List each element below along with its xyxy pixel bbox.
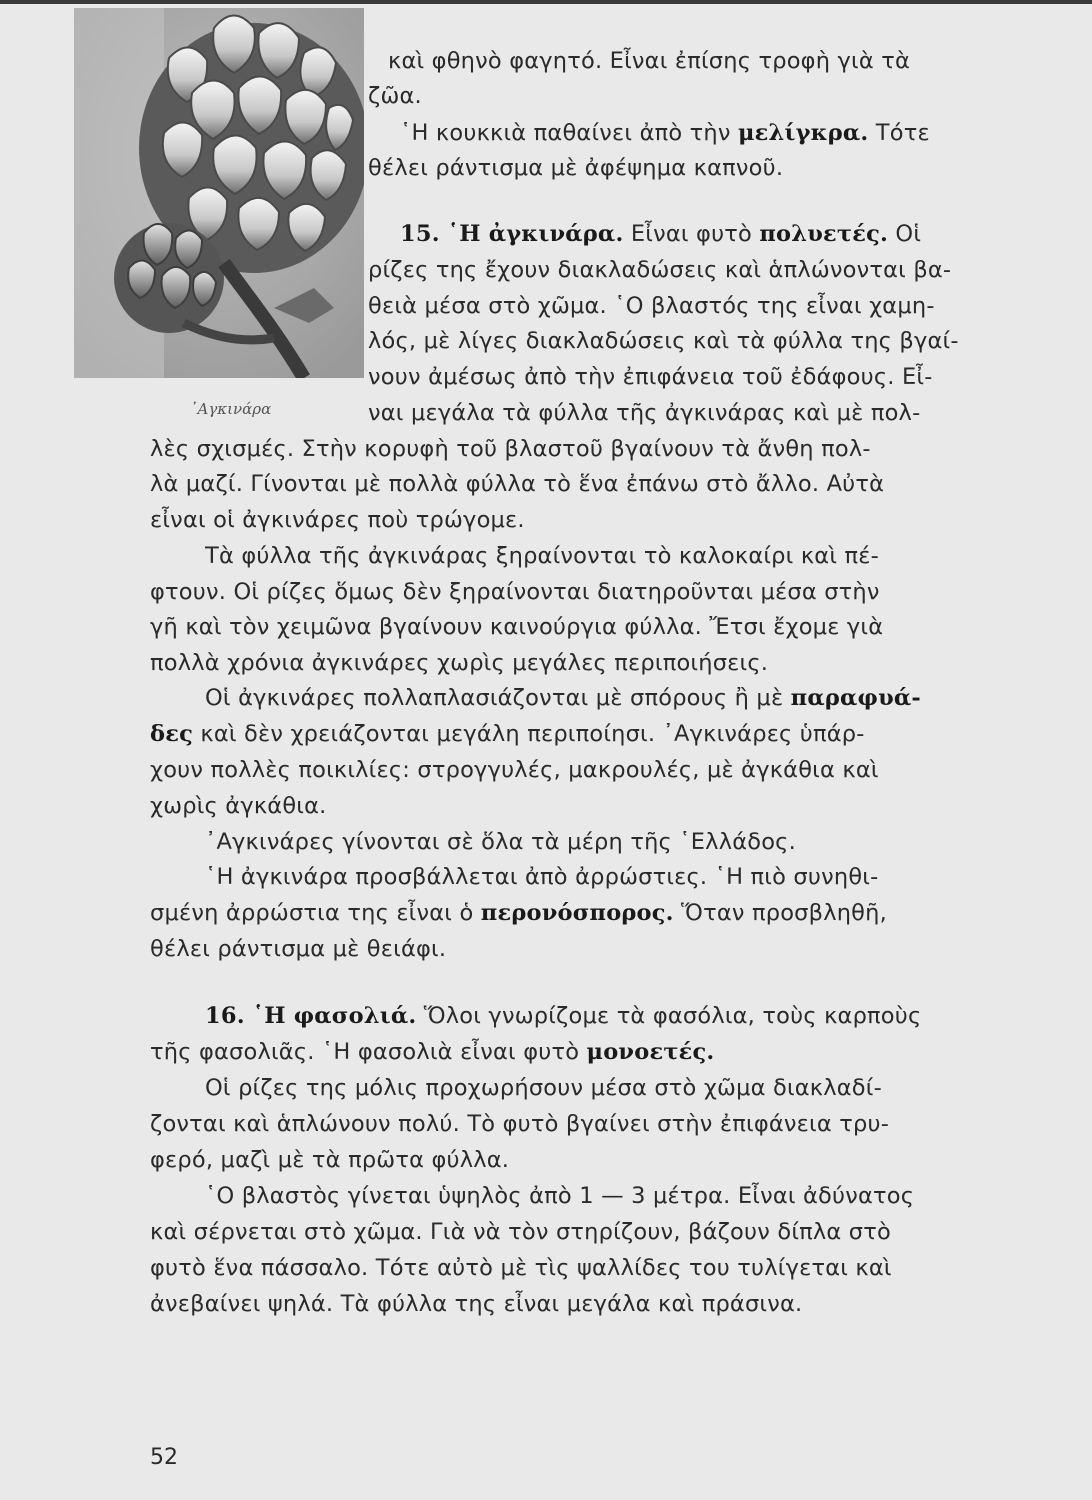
text-run: γῆ καὶ τὸν χειμῶνα βγαίνουν καινούργια φύλλα. Ἔτσι ἔχομε γιὰ: [150, 614, 884, 640]
bold-term: 16. ῾Η φασολιά.: [205, 1003, 417, 1029]
text-line: [150, 900, 887, 926]
text-run: χωρὶς ἀγκάθια.: [150, 793, 327, 819]
text-line: [150, 507, 525, 533]
bold-term: μελίγκρα.: [738, 120, 869, 146]
text-run: τῆς φασολιᾶς. ῾Η φασολιὰ εἶναι φυτὸ: [150, 1039, 587, 1065]
text-line: [205, 543, 879, 569]
text-line: [368, 293, 935, 319]
text-run: Ὅταν προσβληθῆ,: [673, 900, 887, 926]
text-run: θέλει ράντισμα μὲ θειάφι.: [150, 936, 447, 962]
text-run: ζονται καὶ ἁπλώνουν πολύ. Τὸ φυτὸ βγαίνει στὴν ἐπιφάνεια τρυ-: [150, 1111, 890, 1137]
text-line: [368, 155, 783, 181]
text-run: Εἶναι φυτὸ: [623, 221, 760, 247]
text-line: [205, 1183, 914, 1209]
figure-caption: ᾿Αγκινάρα: [190, 400, 272, 418]
text-run: φερό, μαζὶ μὲ τὰ πρῶτα φύλλα.: [150, 1147, 510, 1173]
text-run: φυτὸ ἕνα πάσσαλο. Τότε αὐτὸ μὲ τὶς ψαλλίδες του τυλίγεται καὶ: [150, 1255, 892, 1281]
text-line: [150, 436, 871, 462]
text-run: λὰ μαζί. Γίνονται μὲ πολλὰ φύλλα τὸ ἕνα ἐπάνω στὸ ἄλλο. Αὐτὰ: [150, 471, 885, 497]
bold-term: παραφυά-: [790, 685, 921, 711]
text-run: Ὅλοι γνωρίζομε τὰ φασόλια, τοὺς καρποὺς: [416, 1003, 922, 1029]
text-run: χουν πολλὲς ποικιλίες: στρογγυλές, μακρουλές, μὲ ἀγκάθια καὶ: [150, 757, 879, 783]
text-run: σμένη ἀρρώστια της εἶναι ὁ: [150, 900, 481, 926]
text-run: λός, μὲ λίγες διακλαδώσεις καὶ τὰ φύλλα της βγαί-: [368, 328, 959, 354]
bold-term: περονόσπορος.: [480, 900, 674, 926]
text-line: [150, 650, 768, 676]
text-run: καὶ σέρνεται στὸ χῶμα. Γιὰ νὰ τὸν στηρίζουν, βάζουν δίπλα στὸ: [150, 1219, 891, 1245]
text-line: [205, 685, 921, 711]
text-line: [150, 721, 865, 747]
text-line: [150, 1255, 892, 1281]
text-line: [205, 864, 878, 890]
text-line: [150, 1219, 891, 1245]
text-line: [368, 257, 951, 283]
text-line: [150, 936, 446, 962]
text-run: καὶ δὲν χρειάζονται μεγάλη περιποίησι. ᾿Αγκινάρες ὑπάρ-: [193, 721, 865, 747]
text-run: ῾Η κουκκιὰ παθαίνει ἀπὸ τὴν: [400, 120, 738, 146]
text-line: [150, 1039, 714, 1065]
text-line: [150, 1291, 802, 1317]
bold-term: 15. ῾Η ἀγκινάρα.: [400, 221, 624, 247]
text-run: Οἱ: [888, 221, 922, 247]
text-run: θέλει ράντισμα μὲ ἀφέψημα καπνοῦ.: [368, 155, 784, 181]
text-run: Οἱ ρίζες της μόλις προχωρήσουν μέσα στὸ χῶμα διακλαδί-: [205, 1075, 882, 1101]
text-line: [400, 221, 921, 247]
text-line: [205, 1003, 921, 1029]
text-line: [388, 48, 910, 74]
text-run: φτουν. Οἱ ρίζες ὅμως δὲν ξηραίνονται διατηροῦνται μέσα στὴν: [150, 579, 880, 605]
artichoke-photo: [74, 8, 364, 378]
text-run: ῾Ο βλαστὸς γίνεται ὑψηλὸς ἀπὸ 1 — 3 μέτρα. Εἶναι ἀδύνατος: [205, 1183, 915, 1209]
text-line: [150, 757, 879, 783]
text-line: [150, 579, 880, 605]
text-line: [205, 1075, 882, 1101]
text-line: [150, 1111, 889, 1137]
text-line: [150, 1147, 509, 1173]
text-run: ζῶα.: [368, 83, 422, 109]
text-line: [150, 614, 883, 640]
text-line: [205, 829, 796, 855]
text-line: [150, 793, 327, 819]
text-run: λὲς σχισμές. Στὴν κορυφὴ τοῦ βλαστοῦ βγαίνουν τὰ ἄνθη πολ-: [150, 436, 871, 462]
text-run: ναι μεγάλα τὰ φύλλα τῆς ἀγκινάρας καὶ μὲ πολ-: [368, 400, 921, 426]
text-line: [368, 400, 920, 426]
text-run: πολλὰ χρόνια ἀγκινάρες χωρὶς μεγάλες περιποιήσεις.: [150, 650, 769, 676]
text-run: Οἱ ἀγκινάρες πολλαπλασιάζονται μὲ σπόρους ἢ μὲ: [205, 685, 791, 711]
text-line: [400, 120, 930, 146]
text-run: Τὰ φύλλα τῆς ἀγκινάρας ξηραίνονται τὸ καλοκαίρι καὶ πέ-: [205, 543, 879, 569]
bold-term: πολυετές.: [759, 221, 889, 247]
text-run: Τότε: [868, 120, 930, 146]
text-line: [150, 471, 884, 497]
page-number: 52: [150, 1445, 178, 1470]
bold-term: δες: [150, 721, 193, 747]
text-run: καὶ φθηνὸ φαγητό. Εἶναι ἐπίσης τροφὴ γιὰ τὰ: [388, 48, 911, 74]
text-run: ῾Η ἀγκινάρα προσβάλλεται ἀπὸ ἀρρώστιες. ῾Η πιὸ συνηθι-: [205, 864, 879, 890]
bold-term: μονοετές.: [586, 1039, 715, 1065]
text-run: ᾿Αγκινάρες γίνονται σὲ ὅλα τὰ μέρη τῆς ῾Ελλάδος.: [205, 829, 796, 855]
text-run: θειὰ μέσα στὸ χῶμα. ῾Ο βλαστός της εἶναι χαμη-: [368, 293, 935, 319]
text-run: ρίζες της ἔχουν διακλαδώσεις καὶ ἁπλώνονται βα-: [368, 257, 952, 283]
page-top-edge: [0, 0, 1092, 4]
text-line: [368, 328, 959, 354]
text-line: [368, 83, 422, 109]
text-line: [368, 364, 933, 390]
text-run: ἀνεβαίνει ψηλά. Τὰ φύλλα της εἶναι μεγάλα καὶ πράσινα.: [150, 1291, 803, 1317]
text-run: νουν ἀμέσως ἀπὸ τὴν ἐπιφάνεια τοῦ ἐδάφους. Εἶ-: [368, 364, 933, 390]
text-run: εἶναι οἱ ἀγκινάρες ποὺ τρώγομε.: [150, 507, 525, 533]
